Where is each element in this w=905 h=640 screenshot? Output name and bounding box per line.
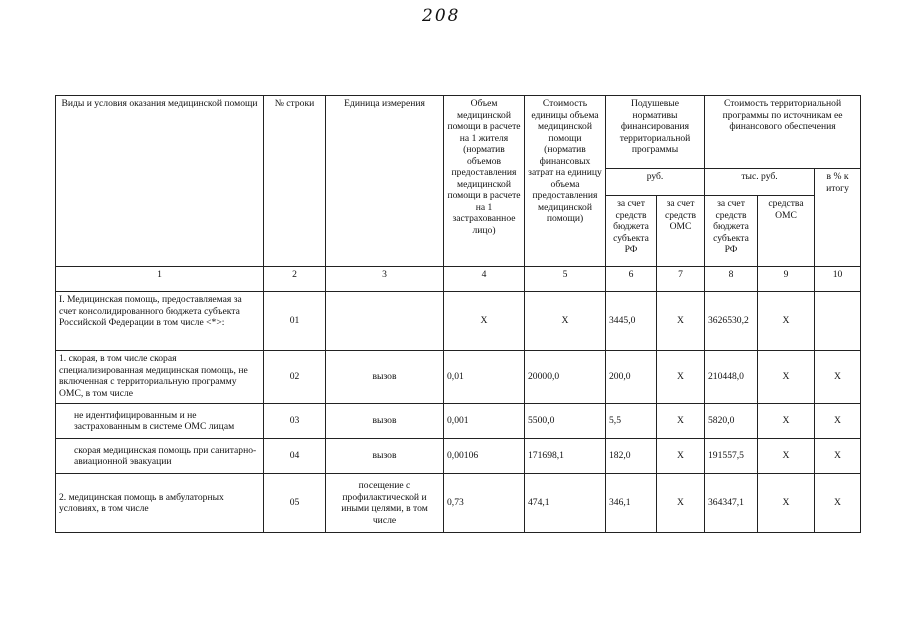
- row-line-number: 05: [264, 474, 326, 533]
- header-unit-rub: руб.: [606, 169, 705, 196]
- row-volume: 0,73: [444, 474, 525, 533]
- row-rub-budget: 346,1: [606, 474, 657, 533]
- row-rub-oms: X: [657, 474, 705, 533]
- row-thous-oms: X: [758, 404, 815, 439]
- header-volume: Объем медицинской помощи в расчете на 1 жителя (норматив объемов предоставления медицинской помощи в расчете на 1 застрахованное лицо): [444, 96, 525, 267]
- row-name: не идентифицированным и не застрахованным в системе ОМС лицам: [56, 404, 264, 439]
- row-rub-budget: 3445,0: [606, 292, 657, 351]
- row-unit: вызов: [326, 404, 444, 439]
- header-unit-thous-rub: тыс. руб.: [705, 169, 815, 196]
- row-thous-oms: X: [758, 439, 815, 474]
- row-volume: X: [444, 292, 525, 351]
- header-thous-budget: за счет средств бюджета субъекта РФ: [705, 196, 758, 267]
- header-row-1: [56, 96, 861, 169]
- page-number: 208: [422, 6, 461, 26]
- row-name: 2. медицинская помощь в амбулаторных условиях, в том числе: [56, 474, 264, 533]
- column-number: 1: [56, 267, 264, 292]
- row-thous-budget: 5820,0: [705, 404, 758, 439]
- row-pct: X: [815, 439, 861, 474]
- header-unit-cost: Стоимость единицы объема медицинской помощи (норматив финансовых затрат на единицу объема предоставления медицинской помощи): [525, 96, 606, 267]
- row-rub-budget: 182,0: [606, 439, 657, 474]
- header-unit: Единица измерения: [326, 96, 444, 267]
- row-volume: 0,00106: [444, 439, 525, 474]
- row-thous-oms: X: [758, 351, 815, 404]
- table-row: [56, 351, 861, 404]
- row-thous-budget: 210448,0: [705, 351, 758, 404]
- row-unit-cost: X: [525, 292, 606, 351]
- row-name: 1. скорая, в том числе скорая специализированная медицинская помощь, не включенная с территориальную программу ОМС, в том числе: [56, 351, 264, 404]
- row-thous-oms: X: [758, 474, 815, 533]
- row-unit: вызов: [326, 439, 444, 474]
- column-number: 8: [705, 267, 758, 292]
- row-rub-oms: X: [657, 439, 705, 474]
- row-thous-budget: 3626530,2: [705, 292, 758, 351]
- header-rub-budget: за счет средств бюджета субъекта РФ: [606, 196, 657, 267]
- header-cost-group: Стоимость территориальной программы по источникам ее финансового обеспечения: [705, 96, 861, 169]
- row-rub-budget: 200,0: [606, 351, 657, 404]
- column-number: 4: [444, 267, 525, 292]
- column-number: 7: [657, 267, 705, 292]
- table-row: [56, 439, 861, 474]
- row-thous-budget: 364347,1: [705, 474, 758, 533]
- table-row: [56, 292, 861, 351]
- row-volume: 0,001: [444, 404, 525, 439]
- header-rub-oms: за счет средств ОМС: [657, 196, 705, 267]
- row-pct: [815, 292, 861, 351]
- header-line-number: № строки: [264, 96, 326, 267]
- row-unit-cost: 5500,0: [525, 404, 606, 439]
- program-cost-table: [55, 95, 861, 533]
- row-line-number: 03: [264, 404, 326, 439]
- table-row: [56, 474, 861, 533]
- column-number: 3: [326, 267, 444, 292]
- table-row: [56, 404, 861, 439]
- row-rub-budget: 5,5: [606, 404, 657, 439]
- header-per-capita-group: Подушевые нормативы финансирования территориальной программы: [606, 96, 705, 169]
- row-pct: X: [815, 404, 861, 439]
- row-thous-budget: 191557,5: [705, 439, 758, 474]
- row-unit: [326, 292, 444, 351]
- row-unit-cost: 474,1: [525, 474, 606, 533]
- header-kind-conditions: Виды и условия оказания медицинской помощи: [56, 96, 264, 267]
- column-number: 9: [758, 267, 815, 292]
- header-thous-oms: средства ОМС: [758, 196, 815, 267]
- row-unit: вызов: [326, 351, 444, 404]
- row-rub-oms: X: [657, 292, 705, 351]
- row-unit-cost: 20000,0: [525, 351, 606, 404]
- header-pct-total: в % к итогу: [815, 169, 861, 267]
- column-number: 2: [264, 267, 326, 292]
- column-number: 5: [525, 267, 606, 292]
- row-line-number: 01: [264, 292, 326, 351]
- row-line-number: 02: [264, 351, 326, 404]
- row-pct: X: [815, 474, 861, 533]
- row-line-number: 04: [264, 439, 326, 474]
- row-volume: 0,01: [444, 351, 525, 404]
- column-number: 10: [815, 267, 861, 292]
- row-unit-cost: 171698,1: [525, 439, 606, 474]
- row-rub-oms: X: [657, 404, 705, 439]
- row-unit: посещение с профилактической и иными целями, в том числе: [326, 474, 444, 533]
- row-name: I. Медицинская помощь, предоставляемая за счет консолидированного бюджета субъекта Российской Федерации в том числе <*>:: [56, 292, 264, 351]
- column-number-row: [56, 267, 861, 292]
- row-pct: X: [815, 351, 861, 404]
- row-name: скорая медицинская помощь при санитарно-авиационной эвакуации: [56, 439, 264, 474]
- column-number: 6: [606, 267, 657, 292]
- row-rub-oms: X: [657, 351, 705, 404]
- row-thous-oms: X: [758, 292, 815, 351]
